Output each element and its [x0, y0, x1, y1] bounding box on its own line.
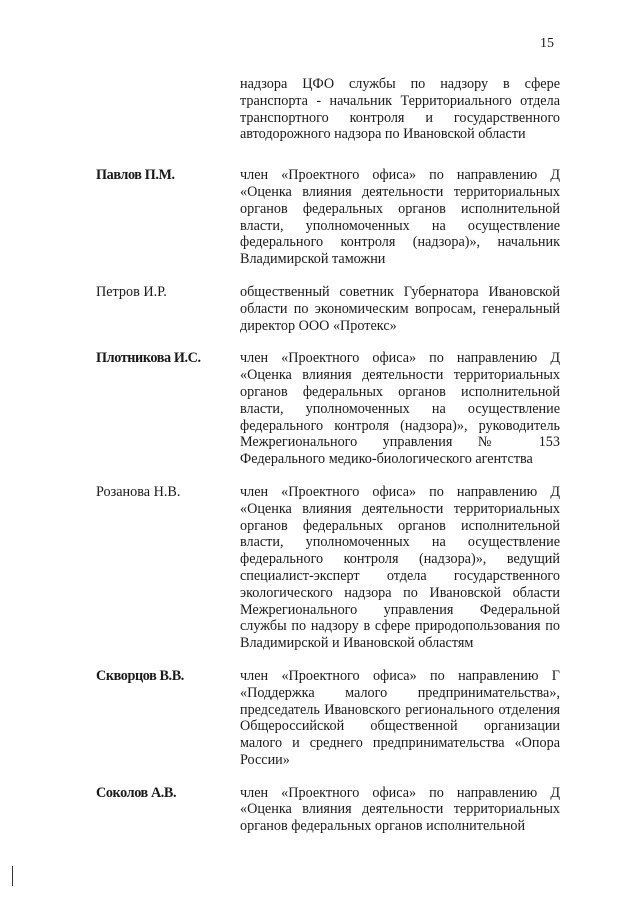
member-list	[96, 76, 564, 851]
member-entry-sokolov	[96, 785, 564, 835]
member-entry-rozanova	[96, 484, 564, 652]
scan-margin-mark	[12, 866, 13, 886]
continued-entry	[96, 76, 564, 143]
member-name: Соколов А.В.	[96, 784, 177, 801]
member-description: член «Проектного офиса» по направлению Г «Поддержка малого предпринимательства», председатель Ивановского регионального отделения Общероссийской общественной организации малого и среднего предпринимательства «Опора России»	[240, 667, 560, 768]
member-entry-petrov	[96, 284, 564, 334]
member-name: Скворцов В.В.	[96, 667, 184, 684]
member-name: Розанова Н.В.	[96, 483, 181, 500]
member-entry-plotnikova	[96, 350, 564, 468]
member-name: Плотникова И.С.	[96, 350, 201, 367]
member-name: Павлов П.М.	[96, 167, 175, 184]
member-entry-pavlov	[96, 167, 564, 268]
member-description: общественный советник Губернатора Ивановской области по экономическим вопросам, генеральный директор ООО «Протекс»	[240, 283, 560, 334]
member-description: член «Проектного офиса» по направлению Д «Оценка влияния деятельности территориальных органов федеральных органов исполнительной власти, уполномоченных на осуществление федерального контроля (надзора)», руководитель Межрегионального управления № 153 Федерального медико-биологического агентства	[240, 350, 560, 468]
page-number: 15	[540, 36, 554, 51]
member-description: член «Проектного офиса» по направлению Д «Оценка влияния деятельности территориальных органов федеральных органов исполнительной власти, уполномоченных на осуществление федерального контроля (надзора)», начальник Владимирской таможни	[240, 167, 560, 268]
member-description: член «Проектного офиса» по направлению Д «Оценка влияния деятельности территориальных органов федеральных органов исполнительной	[240, 784, 560, 835]
member-entry-skvortsov	[96, 668, 564, 769]
continued-entry-description: надзора ЦФО службы по надзору в сфере транспорта - начальник Территориального отдела транспортного контроля и государственного автодорожного надзора по Ивановской области	[240, 76, 560, 143]
member-name: Петров И.Р.	[96, 283, 167, 300]
member-description: член «Проектного офиса» по направлению Д «Оценка влияния деятельности территориальных органов федеральных органов исполнительной власти, уполномоченных на осуществление федерального контроля (надзора)», ведущий специалист-эксперт отдела государственного экологического надзора по Ивановской области Межрегионального управления Федеральной службы по надзору в сфере природопользования по Владимирской и Ивановской областям	[240, 483, 560, 652]
